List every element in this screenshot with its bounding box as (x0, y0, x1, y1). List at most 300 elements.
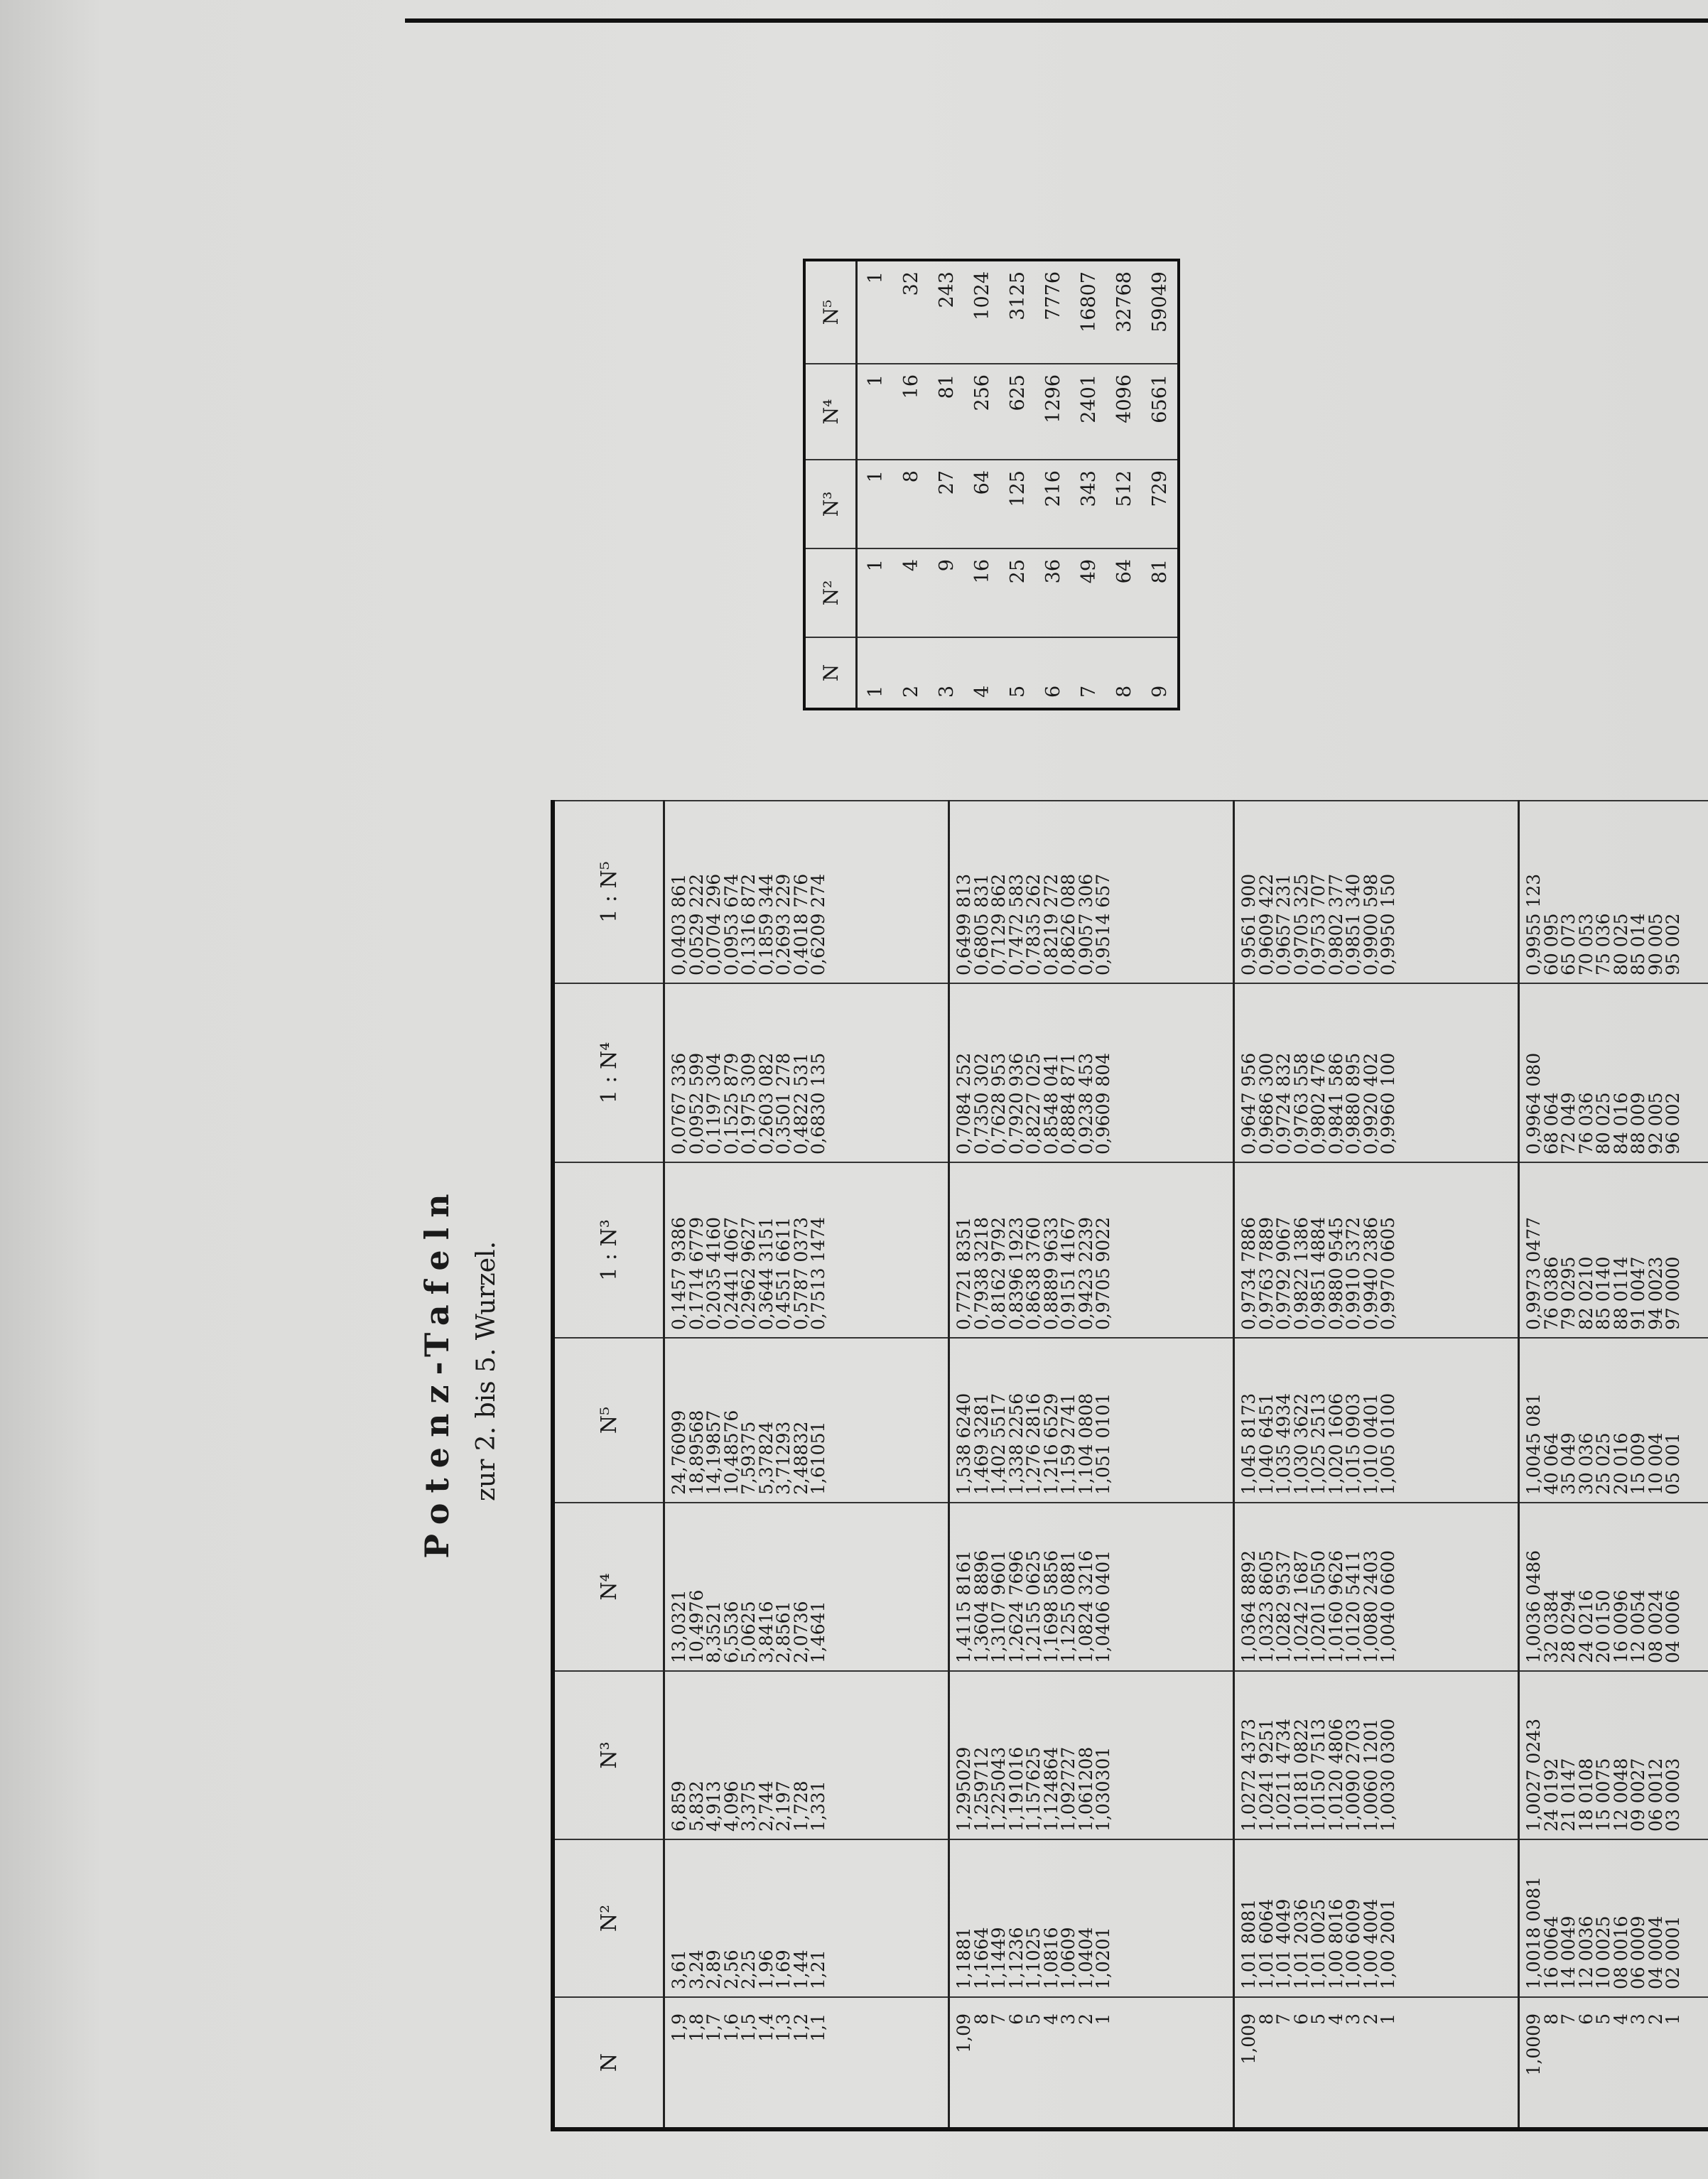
table-value: 70 053 (1575, 913, 1596, 975)
table-value: 0,7084 252 (953, 1052, 974, 1155)
table-value: 6,5536 (720, 1601, 742, 1663)
table-value: 0,9423 2239 (1075, 1216, 1096, 1330)
table-value: 0,9822 1386 (1290, 1216, 1312, 1330)
integer-table-cell: 216 (1035, 460, 1071, 548)
table-value: 5,832 (686, 1780, 707, 1832)
table-value: 0,9705 325 (1290, 873, 1312, 975)
table-value: 1,092727 (1058, 1746, 1079, 1832)
table-value: 1,3604 8896 (971, 1550, 992, 1663)
table-cell-n3 (664, 1671, 949, 1839)
table-value: 1,025 2513 (1308, 1393, 1329, 1495)
table-value: 1,0036 0486 (1523, 1550, 1544, 1663)
table-value: 1,0609 (1058, 1927, 1079, 1989)
table-value: 0,1975 309 (738, 1052, 759, 1155)
table-value: 1,259712 (971, 1746, 992, 1832)
table-value: 60 095 (1540, 913, 1562, 975)
table-cell-n5 (949, 1338, 1234, 1503)
table-value: 1,2 (790, 2013, 811, 2042)
table-row (1106, 260, 1142, 709)
table-value: 09 0027 (1628, 1758, 1648, 1832)
table-value: 1,0027 0243 (1523, 1718, 1544, 1832)
integer-table-cell: 36 (1035, 548, 1071, 637)
table-value: 0,7835 262 (1023, 873, 1044, 975)
table-cell-n4 (949, 1503, 1234, 1671)
table-value: 0,1859 344 (755, 873, 777, 975)
table-value: 1,0241 9251 (1255, 1718, 1277, 1832)
table-value: 20 0150 (1593, 1589, 1614, 1663)
table-value: 2,8561 (773, 1601, 794, 1663)
table-value: 1,4641 (808, 1601, 828, 1663)
integer-table-cell: 625 (1000, 364, 1035, 460)
table-value: 80 025 (1610, 913, 1631, 975)
integer-table-cell: 16807 (1071, 260, 1106, 364)
table-value: 0,0953 674 (720, 873, 742, 975)
table-value: 4,913 (703, 1780, 724, 1832)
table-value: 97 0000 (1663, 1256, 1683, 1330)
table-value: 0,6209 274 (808, 873, 828, 975)
table-value: 1,159 2741 (1058, 1393, 1079, 1495)
table-value: 1,0150 7513 (1308, 1718, 1329, 1832)
table-value: 1,96 (755, 1950, 777, 1989)
table-value: 1,015 0903 (1343, 1393, 1363, 1495)
table-value: 1,44 (790, 1950, 811, 1989)
table-value: 0,9705 9022 (1093, 1216, 1113, 1330)
table-value: 8 (1255, 2013, 1277, 2025)
table-value: 1,0323 8605 (1255, 1550, 1277, 1663)
table-value: 10,48576 (720, 1410, 742, 1495)
table-value: 1,0009 (1523, 2013, 1544, 2076)
table-value: 28 0294 (1558, 1589, 1579, 1663)
table-value: 5 (1308, 2013, 1329, 2025)
table-value: 1,402 5517 (988, 1393, 1009, 1495)
table-value: 24 0192 (1540, 1758, 1562, 1832)
table-value: 0,9238 453 (1075, 1052, 1096, 1155)
integer-table-cell: 32768 (1106, 260, 1142, 364)
table-value: 0,9964 080 (1523, 1052, 1544, 1155)
table-value: 2,197 (773, 1780, 794, 1832)
table-value: 30 036 (1575, 1432, 1596, 1495)
table-value: 1,0282 9537 (1273, 1550, 1294, 1663)
table-value: 1,00 4004 (1360, 1898, 1381, 1989)
table-value: 0,9973 0477 (1523, 1216, 1544, 1330)
table-value: 1,01 8081 (1238, 1898, 1259, 1989)
integer-table-cell: 4 (893, 548, 929, 637)
table-value: 1,1449 (988, 1927, 1009, 1989)
integer-table-cell: 64 (964, 460, 1000, 548)
table-value: 2 (1360, 2013, 1381, 2025)
integer-table-cell: 3125 (1000, 260, 1035, 364)
power-table-header-row (553, 801, 664, 2129)
table-value: 0,8626 088 (1058, 873, 1079, 975)
column-header-n3: N³ (553, 1671, 664, 1839)
table-cell-n3 (1519, 1671, 1708, 1839)
integer-table-cell: 7 (1071, 637, 1106, 709)
table-value: 90 005 (1645, 913, 1666, 975)
table-value: 1,0160 9626 (1325, 1550, 1346, 1663)
table-value: 13,0321 (669, 1589, 689, 1663)
table-value: 0,7721 8351 (953, 1216, 974, 1330)
table-cell-r3 (664, 1162, 949, 1338)
table-value: 2,744 (755, 1780, 777, 1832)
table-value: 1,1664 (971, 1927, 992, 1989)
table-value: 75 036 (1593, 913, 1614, 975)
integer-table-header: N (804, 637, 857, 709)
table-value: 0,9880 9545 (1325, 1216, 1346, 1330)
table-value: 1,010 0401 (1360, 1393, 1381, 1495)
integer-table-cell: 81 (929, 364, 964, 460)
table-value: 1,030 3622 (1290, 1393, 1312, 1495)
table-value: 0,9920 402 (1360, 1052, 1381, 1155)
table-value: 0,9851 4884 (1308, 1216, 1329, 1330)
table-value: 76 036 (1575, 1092, 1596, 1155)
integer-table-cell: 512 (1106, 460, 1142, 548)
table-value: 1,0201 (1093, 1927, 1113, 1989)
table-value: 2,56 (720, 1950, 742, 1989)
integer-table-cell: 1 (857, 460, 894, 548)
table-value: 24 0216 (1575, 1589, 1596, 1663)
table-row (929, 260, 964, 709)
table-value: 6 (1290, 2013, 1312, 2025)
table-value: 1,276 2816 (1023, 1393, 1044, 1495)
table-value: 04 0004 (1645, 1915, 1666, 1989)
table-cell-r5 (1519, 801, 1708, 983)
table-value: 1,00 2001 (1378, 1898, 1398, 1989)
table-value: 1,0364 8892 (1238, 1550, 1259, 1663)
integer-table-cell: 9 (929, 548, 964, 637)
table-value: 5,37824 (755, 1421, 777, 1495)
table-value: 0,9647 956 (1238, 1052, 1259, 1155)
table-value: 88 009 (1628, 1092, 1648, 1155)
rotated-content (405, 14, 1708, 2131)
table-cell-n2 (664, 1839, 949, 1997)
table-value: 1,9 (669, 2013, 689, 2042)
table-value: 4 (1610, 2013, 1631, 2025)
table-value: 3,8416 (755, 1601, 777, 1663)
integer-table-cell: 1 (857, 364, 894, 460)
integer-table-cell: 25 (1000, 548, 1035, 637)
table-value: 1,1 (808, 2013, 828, 2042)
table-value: 10 0025 (1593, 1915, 1614, 1989)
table-value: 1,045 8173 (1238, 1393, 1259, 1495)
table-value: 2,0736 (790, 1601, 811, 1663)
table-section (664, 801, 949, 2129)
table-value: 0,9960 100 (1378, 1052, 1398, 1155)
table-value: 0,2693 229 (773, 873, 794, 975)
table-value: 1,538 6240 (953, 1393, 974, 1495)
table-value: 0,9657 231 (1273, 873, 1294, 975)
table-value: 0,8638 3760 (1023, 1216, 1044, 1330)
table-cell-n4 (1519, 1503, 1708, 1671)
integer-table-cell: 243 (929, 260, 964, 364)
table-value: 1,5 (738, 2013, 759, 2042)
integer-table-cell: 125 (1000, 460, 1035, 548)
table-value: 0,9151 4167 (1058, 1216, 1079, 1330)
table-value: 0,4018 776 (790, 873, 811, 975)
table-value: 1,0018 0081 (1523, 1876, 1544, 1989)
table-cell-r5 (1234, 801, 1519, 983)
column-header-n4: N⁴ (553, 1503, 664, 1671)
table-value: 94 0023 (1645, 1256, 1666, 1330)
integer-table-header: N⁵ (804, 260, 857, 364)
table-value: 25 025 (1593, 1432, 1614, 1495)
table-cell-r5 (664, 801, 949, 983)
table-value: 05 001 (1663, 1432, 1683, 1495)
table-value: 4 (1325, 2013, 1346, 2025)
table-value: 1,0201 5050 (1308, 1550, 1329, 1663)
integer-table-cell: 59049 (1142, 260, 1179, 364)
table-cell-n (1519, 1997, 1708, 2129)
table-value: 3 (1058, 2013, 1079, 2025)
table-cell-n5 (1234, 1338, 1519, 1503)
table-value: 1,3 (773, 2013, 794, 2042)
integer-table-cell: 1024 (964, 260, 1000, 364)
table-value: 1,61051 (808, 1421, 828, 1495)
table-value: 0,7129 862 (988, 873, 1009, 975)
table-value: 20 016 (1610, 1432, 1631, 1495)
table-value: 1,01 0025 (1308, 1898, 1329, 1989)
integer-table-cell: 81 (1142, 548, 1179, 637)
integer-table-cell: 27 (929, 460, 964, 548)
table-value: 0,9057 306 (1075, 873, 1096, 975)
table-value: 2,25 (738, 1950, 759, 1989)
table-value: 21 0147 (1558, 1758, 1579, 1832)
table-value: 95 002 (1663, 913, 1683, 975)
table-value: 0,7472 583 (1005, 873, 1027, 975)
table-value: 0,9609 422 (1255, 873, 1277, 975)
table-value: 04 0006 (1663, 1589, 1683, 1663)
table-value: 5 (1023, 2013, 1044, 2025)
table-cell-n4 (664, 1503, 949, 1671)
table-value: 1,216 6529 (1040, 1393, 1061, 1495)
table-value: 0,0403 861 (669, 873, 689, 975)
table-value: 0,9514 657 (1093, 873, 1113, 975)
table-value: 2 (1645, 2013, 1666, 2025)
table-value: 7 (1558, 2013, 1579, 2025)
table-value: 1,4115 8161 (953, 1550, 974, 1663)
table-value: 0,9851 340 (1343, 873, 1363, 975)
integer-table-cell: 3 (929, 637, 964, 709)
table-value: 2,89 (703, 1950, 724, 1989)
table-value: 0,9753 707 (1308, 873, 1329, 975)
table-cell-n (1234, 1997, 1519, 2129)
table-value: 3,71293 (773, 1421, 794, 1495)
table-value: 8,3521 (703, 1601, 724, 1663)
table-value: 80 025 (1593, 1092, 1614, 1155)
table-value: 1,338 2256 (1005, 1393, 1027, 1495)
table-value: 0,8884 871 (1058, 1052, 1079, 1155)
table-value: 1,157625 (1023, 1746, 1044, 1832)
table-value: 1,0272 4373 (1238, 1718, 1259, 1832)
table-value: 68 064 (1540, 1092, 1562, 1155)
table-value: 0,4551 6611 (773, 1216, 794, 1330)
table-value: 12 0048 (1610, 1758, 1631, 1832)
table-value: 0,9792 9067 (1273, 1216, 1294, 1330)
table-row (1142, 260, 1179, 709)
table-value: 0,0704 296 (703, 873, 724, 975)
table-value: 0,9802 476 (1308, 1052, 1329, 1155)
table-value: 1,0816 (1040, 1927, 1061, 1989)
table-value: 14,19857 (703, 1410, 724, 1495)
table-value: 0,9950 150 (1378, 873, 1398, 975)
integer-table-cell: 7776 (1035, 260, 1071, 364)
table-value: 0,8227 025 (1023, 1052, 1044, 1155)
table-value: 1,040 6451 (1255, 1393, 1277, 1495)
integer-table-header: N² (804, 548, 857, 637)
table-value: 0,8396 1923 (1005, 1216, 1027, 1330)
table-value: 1,1698 5856 (1040, 1550, 1061, 1663)
table-value: 1,469 3281 (971, 1393, 992, 1495)
table-value: 0,1197 304 (703, 1052, 724, 1155)
table-value: 1,295029 (953, 1746, 974, 1832)
column-header-r5: 1 : N⁵ (553, 801, 664, 983)
table-cell-r3 (1234, 1162, 1519, 1338)
table-value: 1,061208 (1075, 1746, 1096, 1832)
integer-table-cell: 729 (1142, 460, 1179, 548)
table-value: 1,035 4934 (1273, 1393, 1294, 1495)
integer-table-cell: 4 (964, 637, 1000, 709)
table-value: 0,3501 278 (773, 1052, 794, 1155)
table-value: 8 (1540, 2013, 1562, 2025)
table-value: 02 0001 (1663, 1915, 1683, 1989)
table-value: 0,2035 4160 (703, 1216, 724, 1330)
integer-table-cell: 5 (1000, 637, 1035, 709)
table-value: 1,2155 0625 (1023, 1550, 1044, 1663)
table-value: 0,9763 558 (1290, 1052, 1312, 1155)
table-value: 0,0767 336 (669, 1052, 689, 1155)
table-value: 0,8162 9792 (988, 1216, 1009, 1330)
table-value: 1,0211 4734 (1273, 1718, 1294, 1832)
table-value: 82 0210 (1575, 1256, 1596, 1330)
table-value: 4 (1040, 2013, 1061, 2025)
table-value: 1,0120 4806 (1325, 1718, 1346, 1832)
table-value: 1,00 8016 (1325, 1898, 1346, 1989)
table-value: 15 0075 (1593, 1758, 1614, 1832)
table-value: 0,0529 222 (686, 873, 707, 975)
table-value: 96 002 (1663, 1092, 1683, 1155)
table-cell-n (664, 1997, 949, 2129)
table-value: 16 0096 (1610, 1589, 1631, 1663)
table-value: 1,225043 (988, 1746, 1009, 1832)
integer-power-table (803, 259, 1180, 710)
integer-table-header-row (804, 260, 857, 709)
table-value: 0,1316 872 (738, 873, 759, 975)
table-value: 76 0386 (1540, 1256, 1562, 1330)
table-value: 0,8889 9633 (1040, 1216, 1061, 1330)
title-block (405, 767, 547, 1975)
table-value: 3,375 (738, 1780, 759, 1832)
table-value: 03 0003 (1663, 1758, 1683, 1832)
table-value: 1,01 4049 (1273, 1898, 1294, 1989)
power-table (551, 800, 1708, 2131)
table-value: 0,1457 9386 (669, 1216, 689, 1330)
table-value: 1,7 (703, 2013, 724, 2042)
table-value: 1,21 (808, 1950, 828, 1989)
table-value: 12 0036 (1575, 1915, 1596, 1989)
table-value: 2 (1075, 2013, 1096, 2025)
table-value: 35 049 (1558, 1432, 1579, 1495)
table-value: 1,1025 (1023, 1927, 1044, 1989)
table-row (964, 260, 1000, 709)
table-value: 1,6 (720, 2013, 742, 2042)
table-value: 1,2624 7696 (1005, 1550, 1027, 1663)
table-section (949, 801, 1234, 2129)
integer-table-cell: 1296 (1035, 364, 1071, 460)
table-value: 1,1236 (1005, 1927, 1027, 1989)
table-value: 1,0406 0401 (1093, 1550, 1113, 1663)
table-cell-n2 (1234, 1839, 1519, 1997)
table-value: 32 0384 (1540, 1589, 1562, 1663)
table-value: 1,4 (755, 2013, 777, 2042)
integer-table-cell: 49 (1071, 548, 1106, 637)
table-cell-r3 (1519, 1162, 1708, 1338)
integer-table-cell: 8 (1106, 637, 1142, 709)
table-cell-r3 (949, 1162, 1234, 1338)
table-value: 0,8219 272 (1040, 873, 1061, 975)
table-cell-n4 (1234, 1503, 1519, 1671)
table-value: 08 0016 (1610, 1915, 1631, 1989)
table-value: 0,9561 900 (1238, 873, 1259, 975)
table-value: 0,9734 7886 (1238, 1216, 1259, 1330)
table-value: 1,09 (953, 2013, 974, 2053)
table-value: 0,9609 804 (1093, 1052, 1113, 1155)
integer-table-cell: 64 (1106, 548, 1142, 637)
integer-table-cell: 6561 (1142, 364, 1179, 460)
table-value: 24,76099 (669, 1410, 689, 1495)
table-value: 1,0181 0822 (1290, 1718, 1312, 1832)
table-value: 72 049 (1558, 1092, 1579, 1155)
integer-table-header: N³ (804, 460, 857, 548)
table-value: 3,61 (669, 1950, 689, 1989)
table-value: 1 (1093, 2013, 1113, 2025)
table-value: 1,009 (1238, 2013, 1259, 2065)
integer-table-cell: 16 (964, 548, 1000, 637)
table-value: 1,051 0101 (1093, 1393, 1113, 1495)
table-cell-r5 (949, 801, 1234, 983)
table-value: 0,9970 0605 (1378, 1216, 1398, 1330)
table-value: 0,6499 813 (953, 873, 974, 975)
table-value: 1 (1663, 2013, 1683, 2025)
table-value: 0,7628 953 (988, 1052, 1009, 1155)
table-value: 1,3107 9601 (988, 1550, 1009, 1663)
table-cell-r4 (664, 983, 949, 1162)
table-value: 1,00 6009 (1343, 1898, 1363, 1989)
table-cell-r4 (1519, 983, 1708, 1162)
table-value: 3 (1343, 2013, 1363, 2025)
integer-table-cell: 1 (857, 637, 894, 709)
table-section (1234, 801, 1519, 2129)
table-value: 1,124864 (1040, 1746, 1061, 1832)
table-value: 79 0295 (1558, 1256, 1579, 1330)
table-row (1035, 260, 1071, 709)
table-value: 10 004 (1645, 1432, 1666, 1495)
column-header-n5: N⁵ (553, 1338, 664, 1503)
table-value: 0,9940 2386 (1360, 1216, 1381, 1330)
table-value: 0,8548 041 (1040, 1052, 1061, 1155)
table-value: 1,020 1606 (1325, 1393, 1346, 1495)
table-value: 0,4822 531 (790, 1052, 811, 1155)
table-value: 08 0024 (1645, 1589, 1666, 1663)
table-value: 0,2441 4067 (720, 1216, 742, 1330)
table-value: 7 (988, 2013, 1009, 2025)
integer-table-cell: 32 (893, 260, 929, 364)
integer-table-header: N⁴ (804, 364, 857, 460)
table-value: 10,4976 (686, 1589, 707, 1663)
table-value: 6,859 (669, 1780, 689, 1832)
table-value: 0,9763 7889 (1255, 1216, 1277, 1330)
integer-table-cell: 16 (893, 364, 929, 460)
column-header-r3: 1 : N³ (553, 1162, 664, 1338)
table-value: 0,9880 895 (1343, 1052, 1363, 1155)
